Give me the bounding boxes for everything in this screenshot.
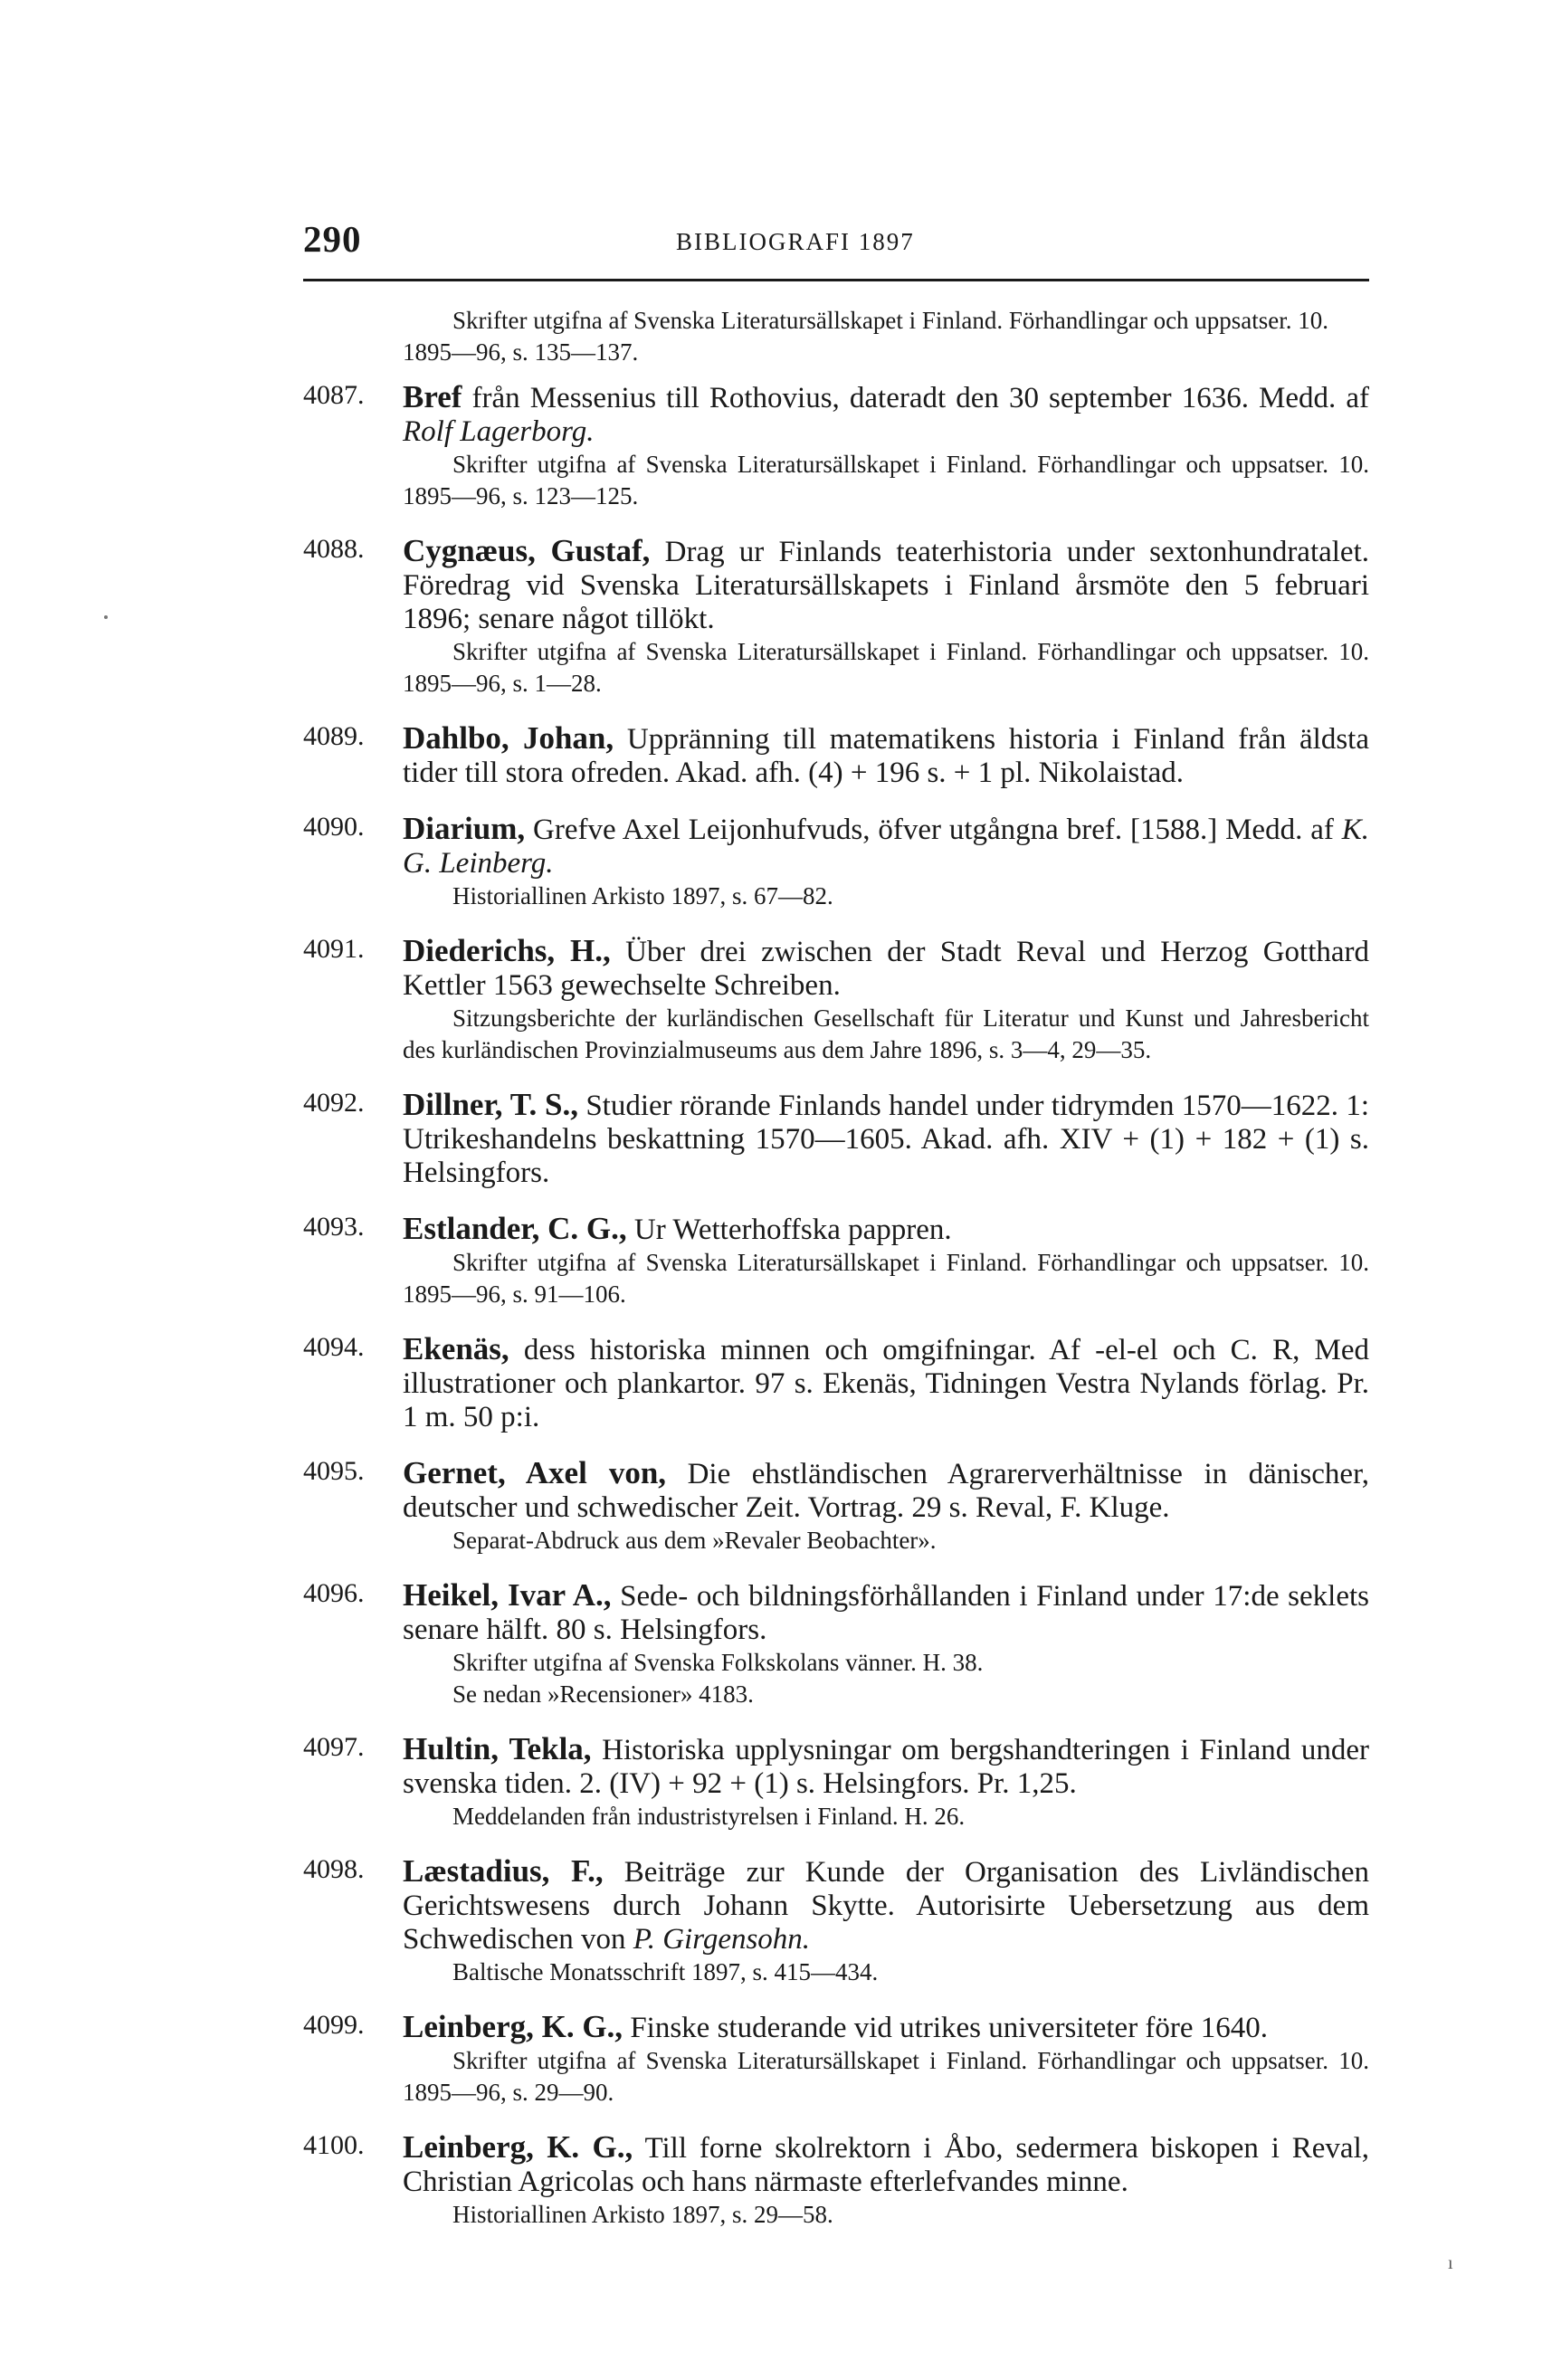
bibliography-entries (303, 380, 1369, 2252)
entry-source: Skrifter utgifna af Svenska Folkskolans vänner. H. 38. (452, 1649, 984, 1676)
entry-source: Skrifter utgifna af Svenska Literatursällskapet i Finland. Förhandlingar och uppsatser. 10. 1895—96, s. 135—137. (403, 307, 1329, 366)
entry-text: Sede- och bildningsförhållanden i Finland under 17:de seklets senare hälft. 80 s. Helsingfors. (403, 1580, 1370, 1646)
entry-text: från Messenius till Rothovius, dateradt den 30 september 1636. Medd. af (471, 382, 1369, 414)
entry-number: 4100. (303, 2130, 365, 2160)
entry-4097 (303, 1732, 1369, 1833)
entry-number: 4094. (303, 1332, 365, 1362)
entry-4098 (303, 1854, 1369, 1988)
entry-source: Historiallinen Arkisto 1897, s. 67—82. (452, 882, 833, 909)
entry-4088 (303, 534, 1369, 700)
corner-mark: ı (1448, 2253, 1453, 2273)
entry-text: Grefve Axel Leijonhufvuds, öfver utgångna bref. [1588.] Medd. af (533, 814, 1334, 846)
entry-source: Historiallinen Arkisto 1897, s. 29—58. (452, 2201, 833, 2228)
entry-text: Historiska upplysningar om bergshandteringen i Finland under svenska tiden. 2. (IV) + 92 + (1) s. Helsingfors. Pr. 1,25. (403, 1734, 1370, 1800)
entry-number: 4090. (303, 812, 365, 842)
entry-number: 4092. (303, 1088, 365, 1118)
entry-number: 4087. (303, 380, 365, 410)
entry-author: Ekenäs, (403, 1331, 509, 1366)
entry-author: Gernet, Axel von, (403, 1455, 667, 1490)
entry-text: Beiträge zur Kunde der Organisation des Livländischen Gerichtswesens durch Johann Skytte. Autorisirte Uebersetzung aus dem Schwedischen von (403, 1856, 1370, 1956)
running-title: BIBLIOGRAFI 1897 (676, 228, 915, 255)
entry-text: Finske studerande vid utrikes universiteter före 1640. (630, 2012, 1269, 2044)
entry-translator: P. Girgensohn. (633, 1923, 811, 1956)
page-number: 290 (303, 218, 362, 260)
entry-4089 (303, 721, 1369, 790)
entry-number: 4097. (303, 1732, 365, 1762)
entry-editor: Rolf Lagerborg. (403, 415, 595, 448)
entry-author: Læstadius, F., (403, 1853, 604, 1889)
entry-author: Leinberg, K. G., (403, 2009, 623, 2044)
entry-author: Cygnæus, Gustaf, (403, 533, 651, 568)
entry-text: dess historiska minnen och omgifningar. Af -el-el och C. R, Med illustrationer och plankartor. 97 s. Ekenäs, Tidningen Vestra Nylands förlag. Pr. 1 m. 50 p:i. (403, 1334, 1369, 1433)
entry-text: Uppränning till matematikens historia i Finland från äldsta tider till stora ofreden. Akad. afh. (4) + 196 s. + 1 pl. Nikolaistad. (403, 723, 1370, 789)
entry-number: 4096. (303, 1578, 365, 1608)
entry-number: 4088. (303, 534, 365, 564)
entry-number: 4089. (303, 721, 365, 751)
entry-number: 4099. (303, 2010, 365, 2040)
entry-author: Dillner, T. S., (403, 1087, 578, 1122)
entry-4091 (303, 934, 1369, 1066)
entry-source: Sitzungsberichte der kurländischen Gesellschaft für Literatur und Kunst und Jahresbericht des kurländischen Provinzialmuseums aus dem Jahre 1896, s. 3—4, 29—35. (403, 1004, 1369, 1063)
entry-author: Bref (403, 379, 462, 414)
entry-source: Skrifter utgifna af Svenska Literatursällskapet i Finland. Förhandlingar och uppsatser. 10. 1895—96, s. 123—125. (403, 451, 1369, 509)
entry-source: Baltische Monatsschrift 1897, s. 415—434. (452, 1958, 879, 1985)
entry-text: Drag ur Finlands teaterhistoria under sextonhundratalet. Föredrag vid Svenska Literatursällskapets i Finland årsmöte den 5 februari 1896; senare något tillökt. (403, 536, 1370, 635)
entry-editor: K. G. Leinberg. (403, 814, 1369, 880)
entry-4096 (303, 1578, 1369, 1710)
entry-text: Die ehstländischen Agrarerverhältnisse in dänischer, deutscher und schwedischer Zeit. Vortrag. 29 s. Reval, F. Kluge. (403, 1458, 1369, 1524)
entry-author: Dahlbo, Johan, (403, 720, 614, 756)
entry-author: Estlander, C. G., (403, 1211, 627, 1246)
page-header (303, 217, 1385, 273)
header-rule (303, 279, 1369, 281)
entry-source: Skrifter utgifna af Svenska Literatursällskapet i Finland. Förhandlingar och uppsatser. 10. 1895—96, s. 91—106. (403, 1249, 1369, 1308)
entry-author: Heikel, Ivar A., (403, 1577, 612, 1613)
entry-4087 (303, 380, 1369, 512)
entry-number: 4095. (303, 1456, 365, 1486)
entry-text: Studier rörande Finlands handel under tidrymden 1570—1622. 1: Utrikeshandelns beskattning 1570—1605. Akad. afh. XIV + (1) + 182 + (1) s. Helsingfors. (403, 1090, 1370, 1189)
entry-source: Skrifter utgifna af Svenska Literatursällskapet i Finland. Förhandlingar och uppsatser. 10. 1895—96, s. 29—90. (403, 2047, 1369, 2106)
entry-text: Über drei zwischen der Stadt Reval und Herzog Gotthard Kettler 1563 gewechselte Schreiben. (403, 936, 1370, 1002)
entry-author: Diederichs, H., (403, 933, 611, 968)
entry-source: Separat-Abdruck aus dem »Revaler Beobachter». (452, 1527, 937, 1554)
entry-text: Till forne skolrektorn i Åbo, sedermera biskopen i Reval, Christian Agricolas och hans närmaste efterlefvandes minne. (403, 2132, 1369, 2198)
entry-4090 (303, 812, 1369, 912)
entry-4100 (303, 2130, 1369, 2231)
entry-source: Meddelanden från industristyrelsen i Finland. H. 26. (452, 1803, 966, 1830)
entry-4095 (303, 1456, 1369, 1557)
entry-number: 4091. (303, 934, 365, 964)
entry-4094 (303, 1332, 1369, 1434)
entry-source: Skrifter utgifna af Svenska Literatursällskapet i Finland. Förhandlingar och uppsatser. 10. 1895—96, s. 1—28. (403, 638, 1369, 697)
entry-number: 4093. (303, 1212, 365, 1242)
entry-4092 (303, 1088, 1369, 1190)
entry-author: Diarium, (403, 811, 526, 846)
entry-text: Ur Wetterhoffska pappren. (633, 1214, 952, 1246)
continued-entry-source (403, 305, 1369, 368)
entry-number: 4098. (303, 1854, 365, 1884)
margin-mark (104, 615, 108, 619)
entry-author: Leinberg, K. G., (403, 2129, 633, 2165)
entry-cross-reference: Se nedan »Recensioner» 4183. (452, 1680, 754, 1708)
entry-4099 (303, 2010, 1369, 2109)
entry-author: Hultin, Tekla, (403, 1731, 592, 1766)
entry-4093 (303, 1212, 1369, 1310)
